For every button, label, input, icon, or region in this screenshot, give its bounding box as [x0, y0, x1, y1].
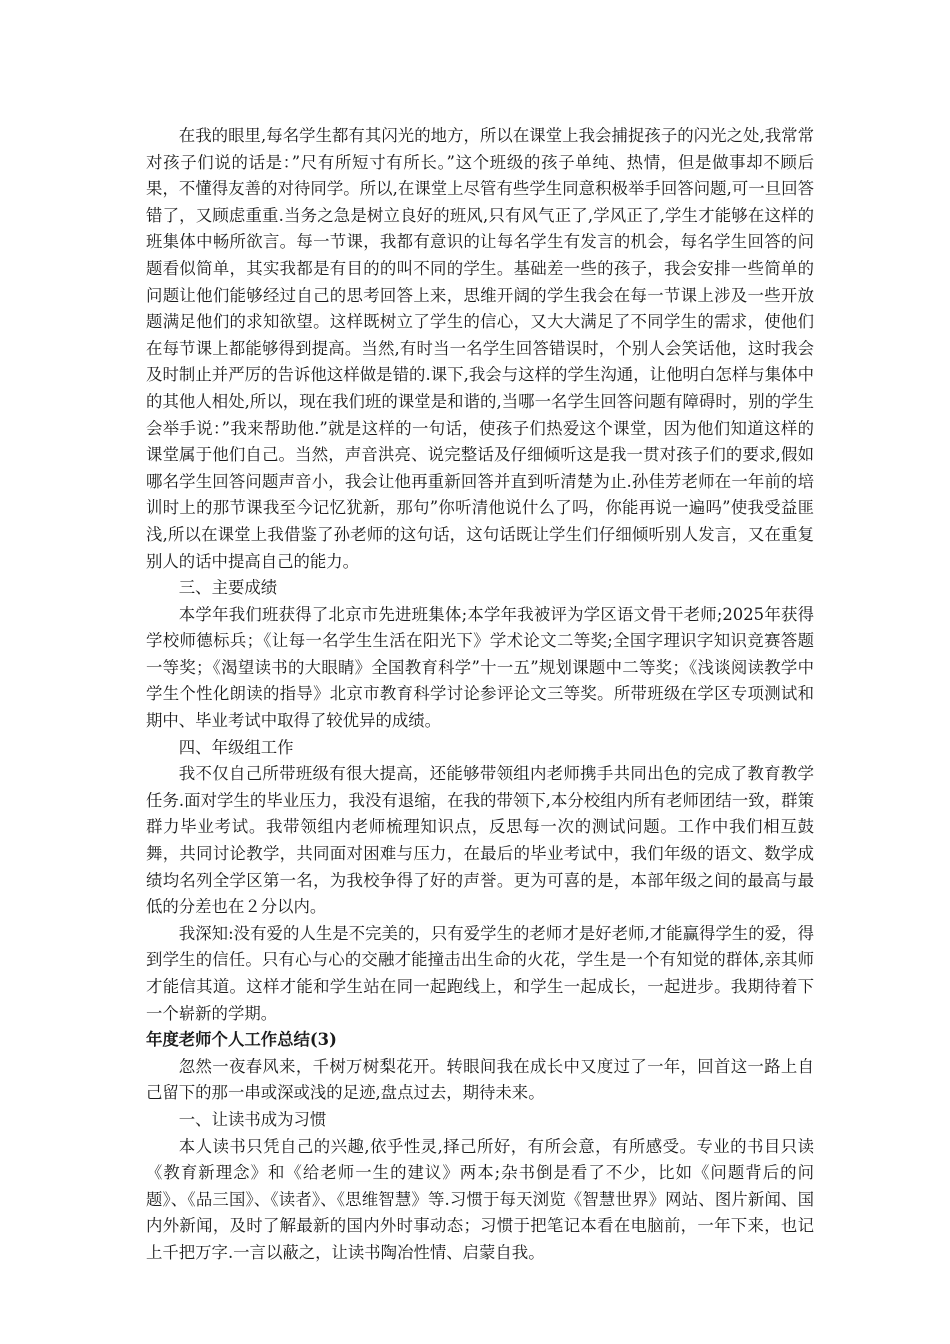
document-body: [146, 123, 814, 1267]
paragraph-intro: 忽然一夜春风来，千树万树梨花开。转眼间我在成长中又度过了一年，回首这一路上自己留下的那一串或深或浅的足迹,盘点过去，期待未来。: [146, 1056, 814, 1103]
section-title: 年度老师个人工作总结(3): [146, 1030, 337, 1050]
paragraph-achievements: 本学年我们班获得了北京市先进班集体;本学年我被评为学区语文骨干老师;2025年获得学校师德标兵；《让每一名学生生活在阳光下》学术论文二等奖;全国字理识字知识竞赛答题一等奖；《渴望读书的大眼睛》全国教育科学”十一五”规划课题中二等奖；《浅谈阅读教学中学生个性化朗读的指导》北京市教育科学讨论参评论文三等奖。所带班级在学区专项测试和期中、毕业考试中取得了较优异的成绩。: [146, 604, 814, 731]
paragraph-reflection: 我深知:没有爱的人生是不完美的，只有爱学生的老师才是好老师,才能赢得学生的爱，得到学生的信任。只有心与心的交融才能撞击出生命的火花，学生是一个有知觉的群体,亲其师才能信其道。这样才能和学生站在同一起跑线上，和学生一起成长，一起进步。我期待着下一个崭新的学期。: [146, 923, 814, 1023]
heading-achievements: 三、主要成绩: [178, 578, 278, 598]
paragraph-classroom: 在我的眼里,每名学生都有其闪光的地方，所以在课堂上我会捕捉孩子的闪光之处,我常常对孩子们说的话是：”尺有所短寸有所长。”这个班级的孩子单纯、热情，但是做事却不顾后果，不懂得友善的对待同学。所以,在课堂上尽管有些学生同意积极举手回答问题,可一旦回答错了，又顾虑重重.当务之急是树立良好的班风,只有风气正了,学风正了,学生才能够在这样的班集体中畅所欲言。每一节课，我都有意识的让每名学生有发言的机会，每名学生回答的问题看似简单，其实我都是有目的的叫不同的学生。基础差一些的孩子，我会安排一些简单的问题让他们能够经过自己的思考回答上来，思维开阔的学生我会在每一节课上涉及一些开放题满足他们的求知欲望。这样既树立了学生的信心，又大大满足了不同学生的需求，使他们在每节课上都能够得到提高。当然,有时当一名学生回答错误时，个别人会笑话他，这时我会及时制止并严厉的告诉他这样做是错的.课下,我会与这样的学生沟通，让他明白怎样与集体中的其他人相处,所以，现在我们班的课堂是和谐的,当哪一名学生回答问题有障碍时，别的学生会举手说：”我来帮助他.”就是这样的一句话，使孩子们热爱这个课堂，因为他们知道这样的课堂属于他们自己。当然，声音洪亮、说完整话及仔细倾听这是我一贯对孩子们的要求,假如哪名学生回答问题声音小，我会让他再重新回答并直到听清楚为止.孙佳芳老师在一年前的培训时上的那节课我至今记忆犹新，那句”你听清他说什么了吗，你能再说一遍吗”使我受益匪浅,所以在课堂上我借鉴了孙老师的这句话，这句话既让学生们仔细倾听别人发言，又在重复别人的话中提高自己的能力。: [146, 126, 814, 571]
heading-grade-group-work: 四、年级组工作: [178, 737, 294, 757]
heading-reading-habit: 一、让读书成为习惯: [178, 1109, 327, 1129]
paragraph-reading-habit: 本人读书只凭自己的兴趣,依乎性灵,择己所好，有所会意，有所感受。专业的书目只读《教育新理念》和《给老师一生的建议》两本;杂书倒是看了不少，比如《问题背后的问题》、《品三国》、《读者》、《思维智慧》等.习惯于每天浏览《智慧世界》网站、图片新闻、国内外新闻，及时了解最新的国内外时事动态；习惯于把笔记本看在电脑前，一年下来，也记上千把万字.一言以蔽之，让读书陶冶性情、启蒙自我。: [146, 1136, 814, 1262]
paragraph-grade-group-work: 我不仅自己所带班级有很大提高，还能够带领组内老师携手共同出色的完成了教育教学任务.面对学生的毕业压力，我没有退缩，在我的带领下,本分校组内所有老师团结一致，群策群力毕业考试。我带领组内老师梳理知识点，反思每一次的测试问题。工作中我们相互鼓舞，共同讨论教学，共同面对困难与压力，在最后的毕业考试中，我们年级的语文、数学成绩均名列全学区第一名，为我校争得了好的声誉。更为可喜的是，本部年级之间的最高与最低的分差也在２分以内。: [146, 764, 814, 917]
